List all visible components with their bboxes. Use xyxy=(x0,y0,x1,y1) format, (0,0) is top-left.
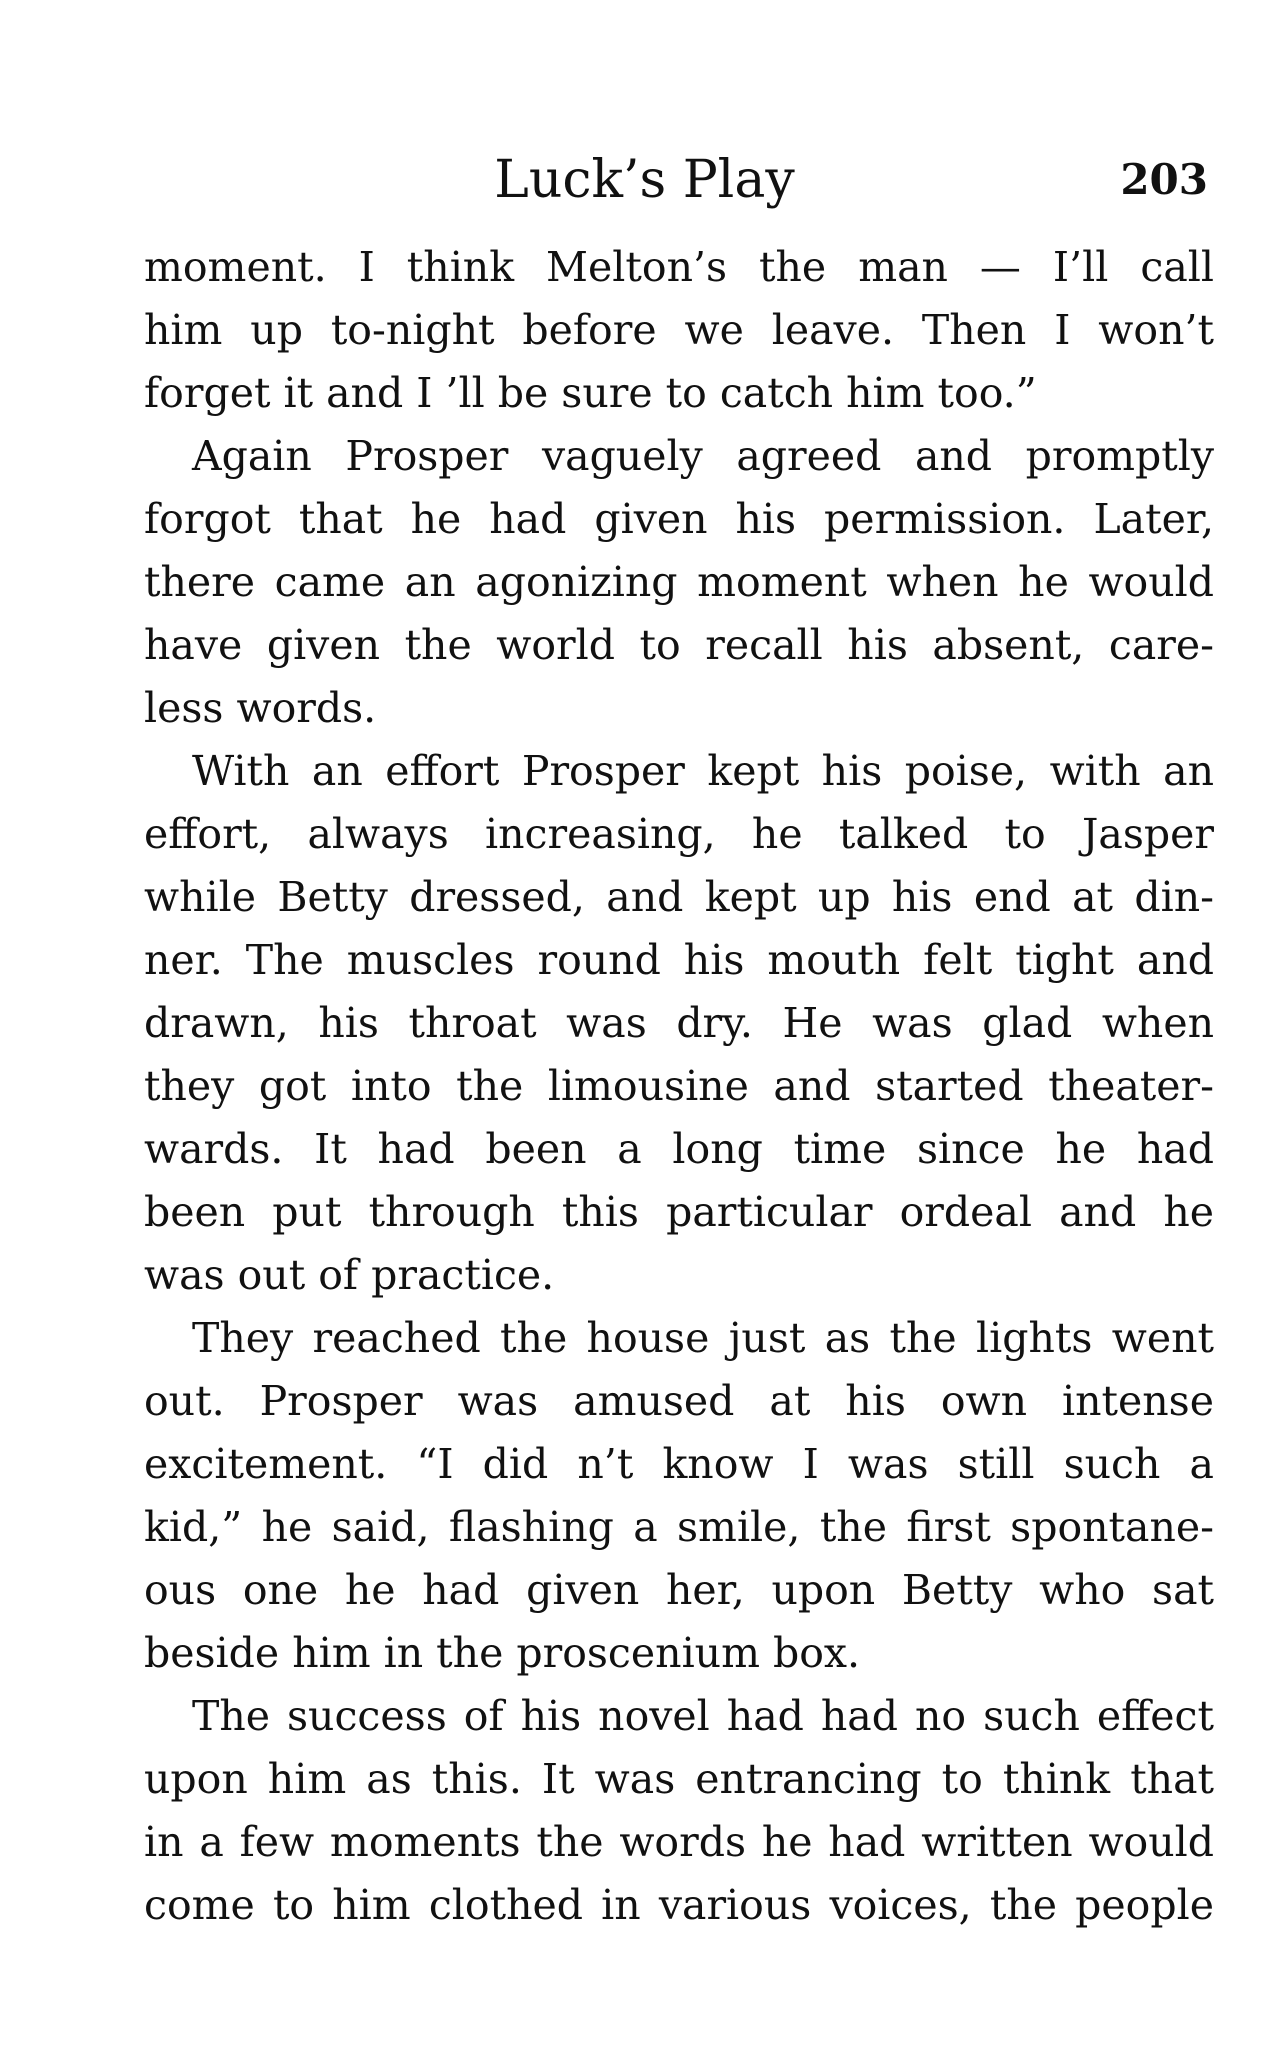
text-line: was out of practice. xyxy=(144,1251,555,1299)
text-line: while Betty dressed, and kept up his end at din- xyxy=(144,873,1214,921)
text-line: forgot that he had given his permission. Later, xyxy=(144,495,1214,543)
paragraph xyxy=(144,740,1214,1307)
text-line: come to him clothed in various voices, the people xyxy=(144,1881,1214,1929)
text-line: out. Prosper was amused at his own intense xyxy=(144,1377,1214,1425)
paragraph xyxy=(144,425,1214,740)
text-line: wards. It had been a long time since he had xyxy=(144,1125,1214,1173)
text-line: kid,” he said, flashing a smile, the first spontane- xyxy=(144,1503,1214,1551)
text-line: beside him in the proscenium box. xyxy=(144,1629,861,1677)
running-title: Luck’s Play xyxy=(494,150,795,210)
text-line: moment. I think Melton’s the man — I’ll call xyxy=(144,243,1214,291)
text-line: been put through this particular ordeal and he xyxy=(144,1188,1214,1236)
text-line: they got into the limousine and started theater- xyxy=(144,1062,1214,1110)
text-line: With an effort Prosper kept his poise, with an xyxy=(192,747,1214,795)
page-header xyxy=(144,140,1214,220)
text-line: Again Prosper vaguely agreed and promptly xyxy=(192,432,1214,480)
text-line: excitement. “I did n’t know I was still such a xyxy=(144,1440,1214,1488)
text-line: ner. The muscles round his mouth felt tight and xyxy=(144,936,1214,984)
text-line: forget it and I ’ll be sure to catch him too.” xyxy=(144,369,1037,417)
text-line: The success of his novel had had no such effect xyxy=(192,1692,1214,1740)
body-text xyxy=(144,236,1214,1937)
text-line: have given the world to recall his absent, care- xyxy=(144,621,1214,669)
text-line: him up to-night before we leave. Then I won’t xyxy=(144,306,1214,354)
paragraph xyxy=(144,236,1214,425)
book-page xyxy=(144,0,1214,2055)
text-line: less words. xyxy=(144,684,377,732)
text-line: ous one he had given her, upon Betty who sat xyxy=(144,1566,1214,1614)
text-line: They reached the house just as the lights went xyxy=(192,1314,1214,1362)
page-number: 203 xyxy=(1120,155,1208,204)
text-line: drawn, his throat was dry. He was glad when xyxy=(144,999,1214,1047)
paragraph xyxy=(144,1685,1214,1937)
text-line: in a few moments the words he had written would xyxy=(144,1818,1214,1866)
text-line: effort, always increasing, he talked to Jasper xyxy=(144,810,1214,858)
paragraph xyxy=(144,1307,1214,1685)
text-line: upon him as this. It was entrancing to think that xyxy=(144,1755,1214,1803)
text-line: there came an agonizing moment when he would xyxy=(144,558,1214,606)
